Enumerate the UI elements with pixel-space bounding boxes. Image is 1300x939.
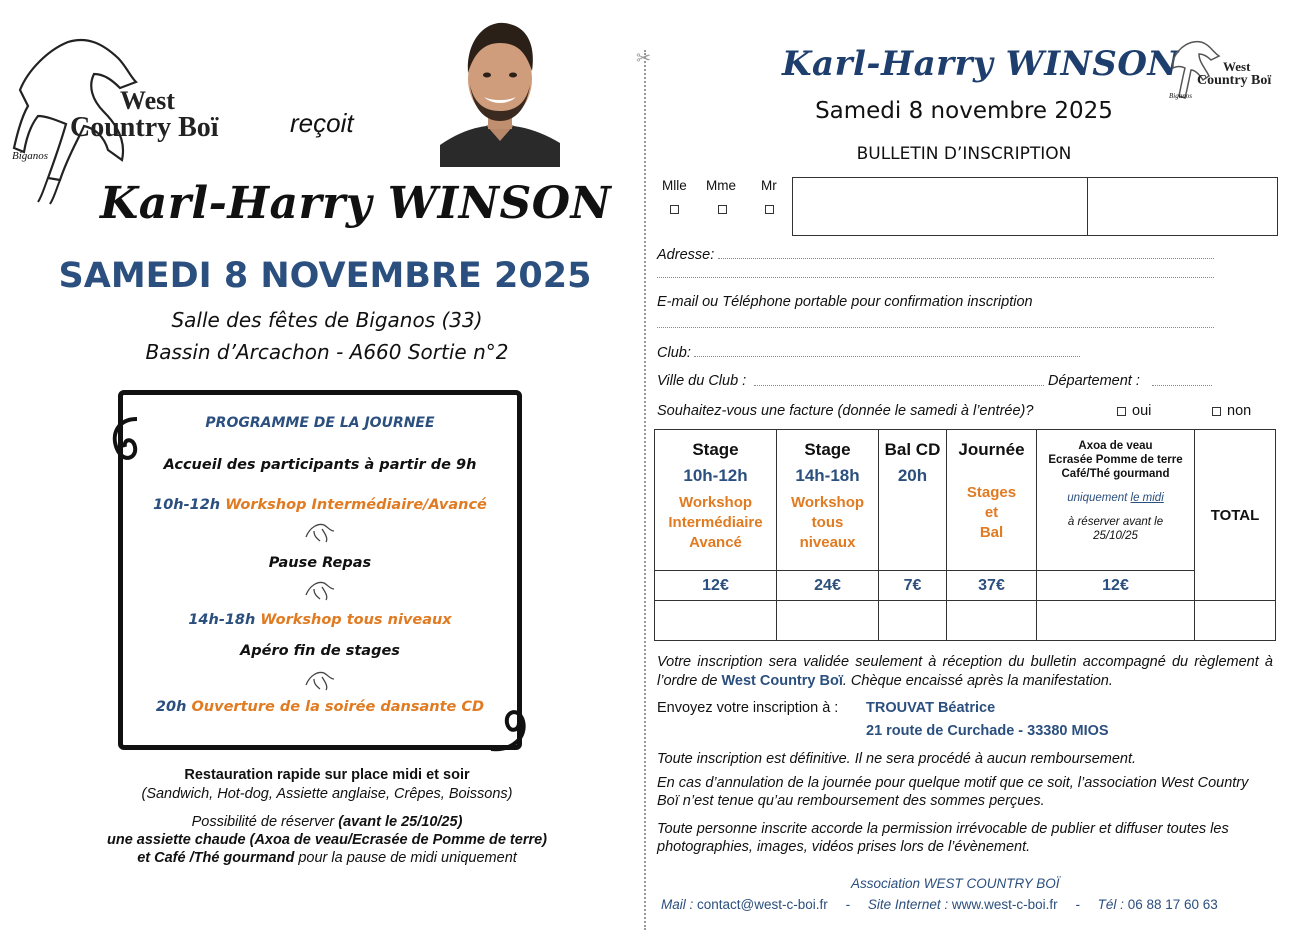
tarif-entry-row — [655, 601, 1276, 641]
sep-1: - — [845, 897, 851, 912]
ville-field[interactable] — [754, 385, 1044, 386]
col-repas — [1037, 430, 1195, 571]
reserve-line-3 — [0, 850, 654, 866]
civ-mlle-checkbox[interactable] — [670, 205, 679, 214]
tel-value: 06 88 17 60 63 — [1127, 897, 1218, 912]
c5-l3: Café/Thé gourmand — [1061, 468, 1170, 480]
c2-price: 24€ — [777, 571, 879, 601]
reserve-cafe: et Café /Thé gourmand — [137, 850, 295, 866]
dancing-horse-icon — [304, 669, 336, 691]
facture-non-label: non — [1227, 403, 1252, 419]
adresse-field-1[interactable] — [718, 258, 1214, 259]
civ-mme-checkbox[interactable] — [718, 205, 727, 214]
logo-west: West — [120, 86, 175, 115]
c5-l4a: uniquement — [1067, 492, 1131, 504]
facture-non-checkbox[interactable] — [1212, 407, 1221, 416]
c1-desc1: Workshop — [678, 494, 753, 511]
c5-price: 12€ — [1037, 571, 1195, 601]
col-stage-1 — [655, 430, 777, 571]
programme-scroll — [118, 390, 522, 750]
valid-a: Votre inscription sera validée seulement à réception du bulletin accompagné du règlement à l’ordre de — [657, 654, 1273, 689]
c5-l4b: le midi — [1130, 492, 1164, 504]
logo-country-boi: Country Boï — [70, 112, 219, 143]
tarif-price-row — [655, 571, 1276, 601]
envoyez-label: Envoyez votre inscription à : — [657, 700, 839, 716]
programme-accueil: Accueil des participants à partir de 9h — [163, 457, 477, 473]
dancing-horse-icon — [304, 521, 336, 543]
c5-qty-field[interactable] — [1037, 601, 1195, 641]
programme-pause: Pause Repas — [268, 555, 372, 571]
programme-soiree — [123, 699, 517, 715]
firstname-field[interactable] — [1087, 177, 1278, 236]
right-logo-place: Biganos — [1169, 92, 1192, 100]
c2-desc1: Workshop — [790, 494, 865, 511]
c2-title: Stage — [804, 440, 851, 459]
validation-text — [657, 653, 1273, 691]
facture-oui-label: oui — [1132, 403, 1152, 419]
left-artist-name: Karl-Harry WINSON — [100, 178, 612, 229]
right-logo-country-boi: Country Boï — [1197, 73, 1272, 88]
definitive-text: Toute inscription est définitive. Il ne sera procédé à aucun remboursement. — [657, 751, 1137, 767]
valid-b: West Country Boï — [721, 673, 843, 689]
c5-l5: à réserver avant le — [1067, 516, 1164, 528]
w1-label: Workshop Intermédiaire/Avancé — [225, 497, 487, 513]
c4-title: Journée — [958, 440, 1025, 459]
name-field[interactable] — [792, 177, 1088, 236]
dancing-horse-icon — [304, 579, 336, 601]
w1-time: 10h-12h — [153, 497, 221, 513]
c3-title: Bal CD — [884, 440, 941, 459]
w2-time: 14h-18h — [188, 612, 256, 628]
resto-items: (Sandwich, Hot-dog, Assiette anglaise, Crêpes, Boissons) — [141, 786, 513, 802]
site-label: Site Internet : — [867, 897, 949, 912]
cut-line — [644, 50, 646, 930]
col-total — [1195, 430, 1276, 601]
col-bal — [879, 430, 947, 571]
sep-2: - — [1075, 897, 1080, 912]
resto-title: Restauration rapide sur place midi et soir — [184, 767, 470, 783]
c4-desc1: Stages — [966, 484, 1017, 501]
c4-desc2: et — [984, 504, 999, 521]
left-date: SAMEDI 8 NOVEMBRE 2025 — [58, 256, 592, 296]
logo-place: Biganos — [12, 150, 49, 162]
scissors-icon: ✂ — [636, 48, 652, 68]
reserve-text: Possibilité de réserver — [191, 814, 339, 830]
dest-name: TROUVAT Béatrice — [866, 700, 996, 716]
right-artist-name: Karl-Harry WINSON — [782, 44, 1180, 84]
recoit-text: reçoit — [290, 108, 354, 138]
portrait-image — [440, 13, 560, 167]
soiree-time: 20h — [155, 699, 187, 715]
c4-desc3: Bal — [979, 524, 1004, 541]
venue-line-1: Salle des fêtes de Biganos (33) — [171, 308, 483, 332]
c1-price: 12€ — [655, 571, 777, 601]
reserve-line-2: une assiette chaude (Axoa de veau/Ecrasée de Pomme de terre) — [106, 832, 548, 848]
c3-qty-field[interactable] — [879, 601, 947, 641]
permission-text: Toute personne inscrite accorde la permission irrévocable de publier et diffuser toutes les photographies, images, vidéos prises lors de l’évènement. — [657, 821, 1229, 855]
c1-desc2: Intermédiaire — [668, 514, 763, 531]
club-field[interactable] — [694, 356, 1080, 357]
programme-title: PROGRAMME DE LA JOURNEE — [205, 415, 435, 431]
facture-label: Souhaitez-vous une facture (donnée le samedi à l’entrée)? — [657, 403, 1034, 419]
departement-label: Département : — [1048, 373, 1140, 389]
c1-time: 10h-12h — [683, 466, 748, 485]
departement-field[interactable] — [1152, 385, 1212, 386]
facture-oui-checkbox[interactable] — [1117, 407, 1126, 416]
form-title: BULLETIN D’INSCRIPTION — [856, 144, 1072, 164]
c3-price: 7€ — [879, 571, 947, 601]
col-stage-2 — [777, 430, 879, 571]
c5-l4 — [1037, 492, 1194, 504]
venue-line-2: Bassin d’Arcachon - A660 Sortie n°2 — [145, 340, 509, 364]
c4-qty-field[interactable] — [947, 601, 1037, 641]
reserve-line-1 — [0, 814, 654, 830]
c2-time: 14h-18h — [795, 466, 860, 485]
artist-photo — [440, 13, 560, 167]
mail-label: Mail : — [661, 897, 694, 912]
right-logo — [1165, 36, 1280, 106]
site-link[interactable]: www.west-c-boi.fr — [951, 897, 1058, 912]
soiree-label: Ouverture de la soirée dansante CD — [191, 699, 485, 715]
c2-desc2: tous — [811, 514, 844, 531]
programme-workshop-1 — [123, 497, 517, 513]
association-name: Association WEST COUNTRY BOÏ — [851, 876, 1060, 891]
contact-line — [661, 897, 1218, 912]
email-field[interactable] — [657, 327, 1214, 328]
c3-time: 20h — [897, 466, 928, 485]
c5-l6: 25/10/25 — [1093, 530, 1138, 542]
c2-qty-field[interactable] — [777, 601, 879, 641]
club-label: Club: — [657, 345, 691, 361]
c1-title: Stage — [692, 440, 739, 459]
c1-qty-field[interactable] — [655, 601, 777, 641]
adresse-field-2[interactable] — [657, 277, 1214, 278]
reserve-pause: pour la pause de midi uniquement — [294, 850, 517, 866]
tarif-header-row — [655, 430, 1276, 571]
c5-l1: Axoa de veau — [1078, 440, 1153, 452]
programme-workshop-2 — [123, 612, 517, 628]
annulation-text: En cas d’annulation de la journée pour quelque motif que ce soit, l’association West Country Boï n’est tenue qu’au remboursement des sommes perçues. — [657, 775, 1249, 809]
civ-mr-label: Mr — [761, 178, 777, 193]
c1-desc3: Avancé — [689, 534, 742, 551]
total-field[interactable] — [1195, 601, 1276, 641]
email-label: E-mail ou Téléphone portable pour confirmation inscription — [657, 294, 1033, 310]
programme-apero: Apéro fin de stages — [240, 643, 400, 659]
reserve-deadline: (avant le 25/10/25) — [338, 814, 463, 830]
total-label: TOTAL — [1210, 506, 1260, 524]
right-date: Samedi 8 novembre 2025 — [815, 98, 1113, 124]
adresse-label: Adresse: — [657, 247, 715, 263]
valid-c: . Chèque encaissé après la manifestation. — [842, 673, 1113, 689]
c4-price: 37€ — [947, 571, 1037, 601]
c5-l2: Ecrasée Pomme de terre — [1048, 454, 1183, 466]
civ-mme-label: Mme — [706, 178, 736, 193]
right-logo-west: West — [1223, 59, 1251, 74]
civ-mr-checkbox[interactable] — [765, 205, 774, 214]
c2-desc3: niveaux — [799, 534, 856, 551]
dest-addr: 21 route de Curchade - 33380 MIOS — [866, 723, 1109, 739]
tarif-table — [654, 429, 1276, 641]
w2-label: Workshop tous niveaux — [260, 612, 452, 628]
tel-label: Tél : — [1097, 897, 1124, 912]
civ-mlle-label: Mlle — [662, 178, 687, 193]
col-journee — [947, 430, 1037, 571]
ville-label: Ville du Club : — [657, 373, 747, 389]
mail-link[interactable]: contact@west-c-boi.fr — [697, 897, 828, 912]
